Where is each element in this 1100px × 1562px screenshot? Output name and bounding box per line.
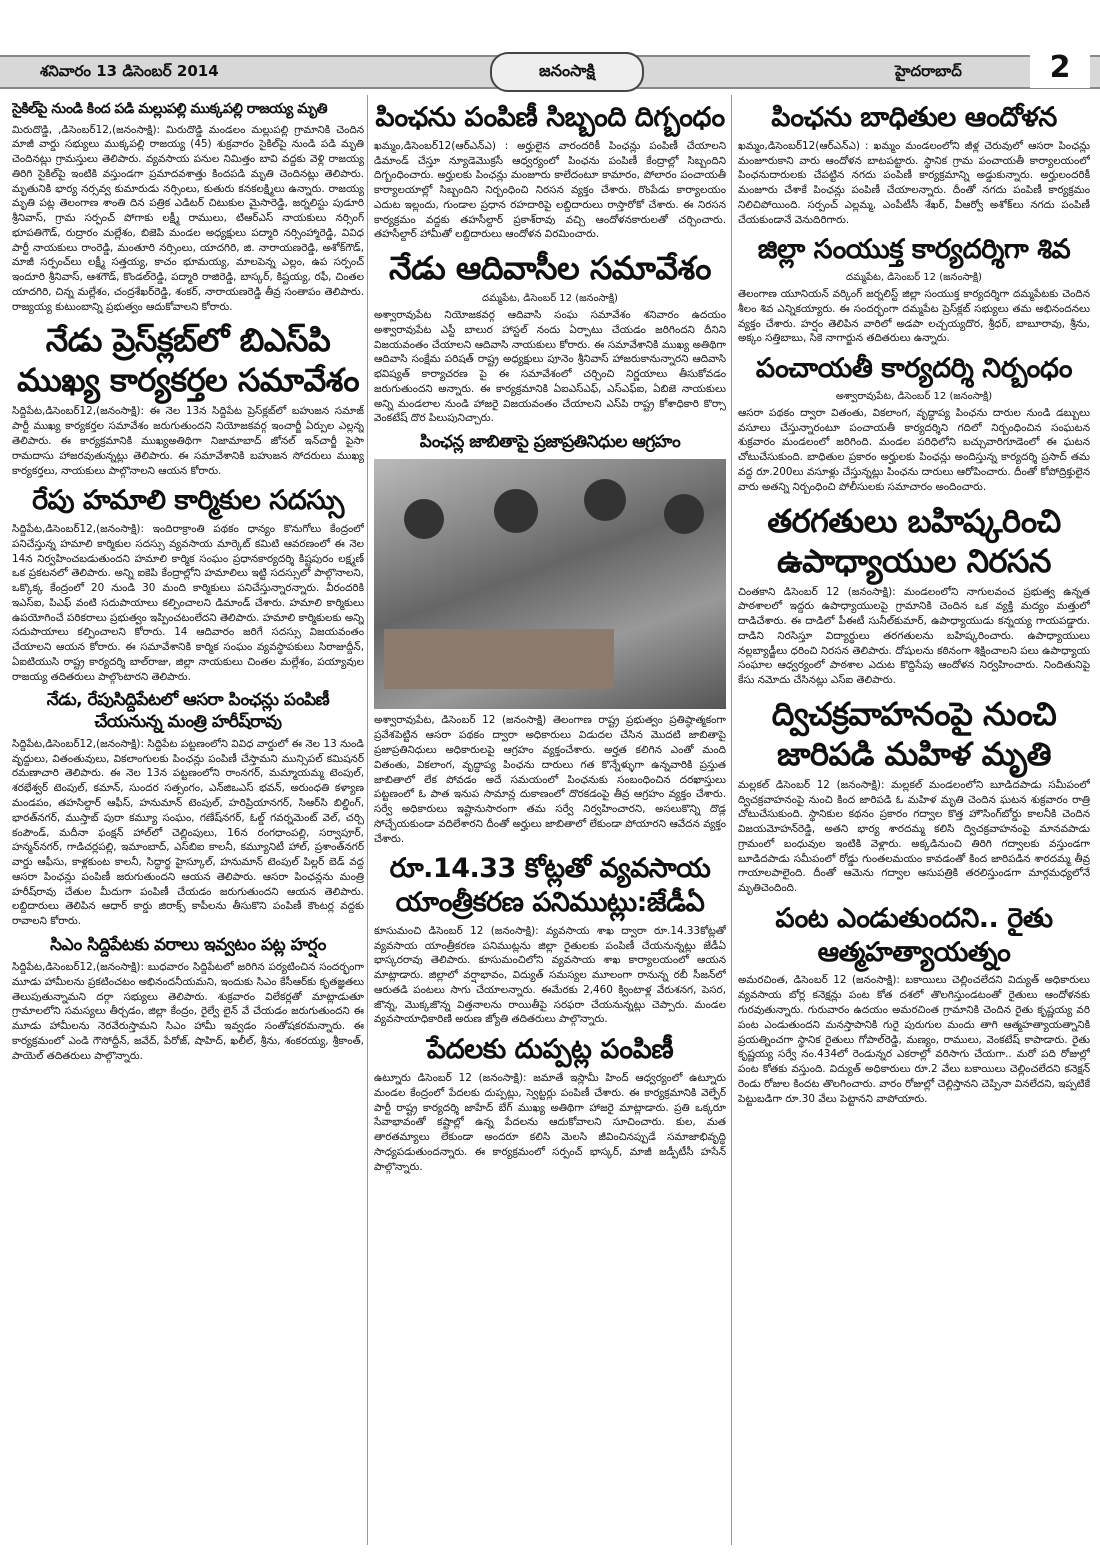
dateline: అశ్వారావుపేట, డిసెంబర్ 12 (జనంసాక్షి)	[835, 390, 993, 402]
newspaper-logo: జనంసాక్షి	[490, 52, 644, 92]
photo-figure	[494, 489, 538, 533]
article-body: సిద్దిపేట,డిసెంబర్12,(జనంసాక్షి): ఈ నెల 13న సిద్దిపేట ప్రెస్‌క్లబ్‌లో బహుజన సమాజ్ పార్టీ ముఖ్య కార్యకర్తల సమావేశం జరుగుతుందని నియోజకవర్గ ఇంచార్జీ ఏర్పుల ఎల్లన్న తెలిపారు. ఈ కార్యక్రమానికి ముఖ్యఅతిథిగా నిజామాబాద్ జోనల్ ఇన్‌చార్జీ పైసా రామదాసు హాజరవుతున్నట్లు తెలిపారు. ఈ సమావేశానికి బహుజన సోదరులు ముఖ్య కార్యకర్తలు, నాయకులు పాల్గొనాలని ఆయన కోరారు.	[12, 405, 364, 477]
photo-table	[384, 629, 614, 689]
article-body: ఖమ్మం,డిసెంబర్12(ఆర్‌ఎన్‌ఎ) : ఖమ్మం మండలంలోని జీళ్ల చెరువులో ఆసరా పింఛన్లు మంజూరుకాని వారు ఆందోళన బాటపట్టారు. స్థానిక గ్రామ పంచాయతీ కార్యాలయంలో పింఛనుదారులకు చేపట్టిన నగదు పంపిణీ కార్యక్రమాన్ని అడ్డుకున్నారు. అర్హులందరికీ మంజూరు చేశాకే పింఛన్లు పంపిణీ చేయాలన్నారు. దీంతో నగదు పంపిణీ కార్యక్రమం నిలిచిపోయింది. సర్పంచ్ ఎల్లమ్మ, ఎంపీటీసీ శేఖర్, వీఆర్వో అశోక్‌లు నగదు పంపిణీ చేయకుండానే వెనుదిరిగారు.	[738, 139, 1090, 226]
dateline: దమ్మపేట, డిసెంబర్ 12 (జనంసాక్షి)	[482, 293, 618, 305]
column-center	[374, 95, 726, 1550]
masthead	[0, 0, 1100, 92]
article-body: తెలంగాణ యూనియన్ వర్కింగ్ జర్నలిస్ట్ జిల్లా సంయుక్త కార్యదర్శిగా దమ్మపేటకు చెందిన శీలం శివ ఎన్నికయ్యారు. ఈ సందర్భంగా దమ్మపేట ప్రెస్‌క్లబ్ సభ్యులు తమ అభినందనలు వ్యక్తం చేశారు. హర్షం తెలిపిన వారిలో అడపా లచ్చయ్యదొర, శ్రీధర్, బాబూరావు, శ్రీను, అక్కం సత్తిబాబు, సికె నాగార్జున తదితరులు ఉన్నారు.	[738, 288, 1090, 345]
photo-figure	[584, 479, 626, 521]
headline: రూ.14.33 కోట్లతో వ్యవసాయ యాంత్రీకరణ పనిముట్లు:జేడీఏ	[389, 853, 711, 919]
article-body: మల్లకల్ డిసెంబర్ 12 (జనంసాక్షి): మల్లకల్ మండలంలోని బూడిదపాడు సమీపంలో ద్విచక్రవాహనంపై నుంచి కింద జారిపడి ఓ మహిళ మృతి చెందిన ఘటన శుక్రవారం రాత్రి చోటుచేసుకుంది. స్థానికుల కథనం ప్రకారం గద్వాల కొత్త హౌసింగ్‌బోర్డు కాలనీకి చెందిన విజయమోహన్‌రెడ్డి, అతని భార్య శారదమ్మ కలిసి ద్విచక్రవాహనంపై మానవపాడు గ్రామంలో బంధువుల ఇంటికి వెళ్లారు. అక్కడినుంచి తిరిగి గద్వాలకు వస్తుండగా బూడిదపాడు సమీపంలో రోడ్డు గుంతలమయం కావడంతో కింద జారిపడిన శారదమ్మ తీవ్ర గాయాలపాలైంది. దీంతో ఆమెను గద్వాల ఆసుపత్రికి తరలిస్తుండగా మార్గమధ్యలోనే మృతిచెందింది.	[738, 778, 1090, 895]
headline: నేడు ప్రెస్‌క్లబ్‌లో బిఎస్‌పి ముఖ్య కార్యకర్తల సమావేశం	[16, 321, 360, 400]
article-body: ఆసరా పథకం ద్వారా వితంతు, వికలాంగ, వృద్ధాప్య పింఛను దారుల నుండి డబ్బులు వసూలు చేస్తున్నారంటూ పంచాయతీ కార్యదర్శిని గదిలో నిర్బంధించిన సంఘటన శుక్రవారం మండలంలో జరిగింది. మండల పరిధిలోని బచ్చువారిగూడెంలో ఈ ఘటన చోటుచేసుకుంది. బాధితుల ప్రకారం అర్హులకు పింఛన్లు అందిస్తున్న కార్యదర్శి ప్రసాద్ తమ వద్ద రూ.200లు వసూళ్లు చేస్తున్నట్లు పింఛను దారులు ఆరోపించారు. దీంతో కోపోద్రిక్తులైన వారు అతన్ని నిర్బంధించి పోలీసులకు సమాచారం అందించారు.	[738, 406, 1090, 493]
article-body: చింతకాని డిసెంబర్ 12 (జనంసాక్షి): మండలంలోని నాగులవంచ ప్రభుత్వ ఉన్నత పాఠశాలలో ఇద్దరు ఉపాధ్యాయులపై గ్రామానికి చెందిన ఒక వ్యక్తి మద్యం మత్తులో దాడిచేశారు. ఈ దాడిలో పీఈటీ సునీల్‌కుమార్, ఉపాధ్యాయుడు కన్నయ్య గాయపడ్డారు. దాడిని నిరసిస్తూ విద్యార్థులు తరగతులను బహిష్కరించారు. ఉపాధ్యాయులు నల్లబ్యాడ్జీలు ధరించి నిరసన తెలిపారు. దోషులను కఠినంగా శిక్షించాలని పలు ఉపాధ్యాయ సంఘాల ఆధ్వర్యంలో పాఠశాల ఎదుట కొద్దిసేపు ఆందోళన నిర్వహించారు. నిందితునిపై కేసు నమోదు చేసినట్లు ఎస్‌ఐ తెలిపారు.	[738, 585, 1090, 687]
dateline: దమ్మపేట, డిసెంబర్ 12 (జనంసాక్షి)	[846, 272, 982, 284]
headline: రేపు హమాలి కార్మికుల సదస్సు	[32, 485, 344, 517]
headline: ద్విచక్రవాహనంపై నుంచి జారిపడి మహిళ మృతి	[771, 694, 1057, 773]
article-body: అశ్వారావుపేట నియోజకవర్గ ఆదివాసి సంఘ సమావేశం శనివారం ఉదయం అశ్వారావుపేట ఎస్టీ బాలుర హాస్టల్ నందు ఏర్పాటు చేయడం జరిగిందని దీనిని విజయవంతం చేయాలని ఆదివాసి నాయకులు కోరారు. ఈ సమావేశానికి ముఖ్య అతిథిగా ఆదివాసి సంక్షేమ పరిషత్ రాష్ట్ర అధ్యక్షులు పూనెం శ్రీనివాస్ హాజరుకానున్నారని ఆదివాసి భవిష్యత్ కార్యాచరణ పై ఈ సమావేశంలో చర్చించి నిర్ణయాలు తీసుకోవడం జరుగుతుందని అన్నారు. ఈ కార్యక్రమానికి ఏఐఎస్‌ఎఫ్, ఎస్‌ఎఫ్‌ఐ, ఏబిజె నాయకులు అన్ని మండలాల నుండి హాజరై విజయవంతం చేయాలని ఎస్‌పి రాష్ట్ర కోశాధికారి కొర్సా వెంకటేష్ దొర పిలుపునిచ్చారు.	[374, 309, 726, 425]
article-body: అమరచింత, డిసెంబర్ 12 (జనంసాక్షి): బకాయిలు చెల్లించలేదని విద్యుత్ అధికారులు వ్యవసాయ బోర్ల కనెక్షన్లు పంట కోత దశలో తొలగిస్తుండటంతో రైతులు ఆందోళనకు గురవుతున్నారు. గురువారం ఉదయం అమరచింత గ్రామానికి చెందిన రైతు కృష్ణయ్య వరి పంట ఎండుతుందని మనస్తాపానికి గురై పురుగుల మందు తాగి ఆత్మహత్యాయత్నానికి ప్రయత్నించగా స్థానిక రైతులు గోపాల్‌రెడ్డి, మణ్యం, రాములు, వెంకటేష్ కాపాడారు. రైతు కృష్ణయ్య సర్వే నం.434లో రెండున్నర ఎకరాల్లో వరిసాగు చేయగా.. మరో పది రోజుల్లో పంట కోతకు వస్తుంది. విద్యుత్ అధికారులు రూ.2 వేలు బకాయిలు చెల్లించలేదని కనెక్షన్ రెండు రోజుల కిందట తొలగించారు. వారం రోజుల్లో చెల్లిస్తానని చెప్పినా వినలేదని, ఇప్పటికే పెట్టుబడిగా రూ.30 వేలు పెట్టానని వాపోయారు.	[738, 974, 1090, 1105]
headline: పంచాయతీ కార్యదర్శి నిర్బంధం	[755, 353, 1073, 385]
issue-date: శనివారం 13 డిసెంబర్ 2014	[40, 62, 219, 80]
headline: పింఛను పంపిణీ సిబ్బంది దిగ్బంధం	[375, 102, 725, 133]
headline: నేడు ఆదివాసీల సమావేశం	[389, 249, 711, 288]
headline: పింఛను బాధితుల ఆందోళన	[771, 102, 1057, 133]
edition-city: హైదరాబాద్	[895, 62, 962, 80]
article-body: ఉట్నూరు డిసెంబర్ 12 (జనంసాక్షి): జమాతే ఇస్లామీ హింద్ ఆధ్వర్యంలో ఉట్నూరు మండల కేంద్రంలో పేదలకు దుప్పట్లు, స్వెట్టర్లు పంపిణీ చేశారు. ఈ కార్యక్రమానికి వెల్ఫేర్ పార్టీ రాష్ట్ర కార్యదర్శి జాహేద్ బేగ్ ముఖ్య అతిథిగా హాజరై మాట్లాడారు. ప్రతి ఒక్కరూ సేవాభావంతో కష్టాల్లో ఉన్న పేదలను ఆదుకోవాలని సూచించారు. కుల, మత తారతమ్యాలు లేకుండా అందరూ కలిసి మెలసి జీవించినప్పుడే సమాజాభివృద్ధి సాధ్యపడుతుందన్నారు. ఈ కార్యక్రమంలో సర్పంచ్ భాస్కర్, మాజీ జడ్పీటీసీ హసేన్ పాల్గొన్నారు.	[374, 1071, 726, 1173]
article-body: సిద్దిపేట,డిసెంబర్12,(జనంసాక్షి): ఇందిరాక్రాంతి పథకం ధాన్యం కొనుగోలు కేంద్రంలో పనిచేస్తున్న హమాలి కార్మికుల సదస్సు వ్యవసాయ మార్కెట్ కమిటి ఆవరణంలో ఈ నెల 14న నిర్వహించబడుతుందని హమాలి కార్మిక సంఘం ప్రధానకార్యదర్శి కిష్టపురం లక్ష్మణ్ ఒక ప్రకటనలో తెలిపారు. అన్ని ఐకెపి కేంద్రాల్లోని హమాలిలు ఇట్టి సదస్సులో పాల్గొనాలని, ఒక్కొక్క కేంద్రంలో 20 నుండి 30 మంది కార్మికులు పనిచేస్తున్నారన్నారు. వీరందరికి ఇఎస్‌ఐ, పిఎఫ్ వంటి సదుపాయాలు కల్పించాలని డిమాండ్ చేశారు. హమాలి కార్మికులు ఉపయోగించే పరికరాలు ప్రభుత్వం ఇప్పించటంలేదని తెలిపారు. హమాలి కార్మికులకు అన్ని సదుపాయాలు కల్పించాలని కోరారు. 14 ఆదివారం జరిగే సదస్సు విజయవంతం చేయాలని ఆయన కోరారు. ఈ సమావేశానికి కార్మిక సంఘం వ్యవస్థాపకులు సిరాజుద్దీన్, ఏఐటియుసి రాష్ట్ర కార్యదర్శి బాల్‌రాజు, జిల్లా నాయకులు చింతల మల్లేశం, పయ్యావుల రాజయ్య తదితరులు పాల్గొంటారని తెలిపారు.	[12, 523, 364, 683]
headline: పింఛన్ల జాబితాపై ప్రజాప్రతినిధుల ఆగ్రహం	[419, 432, 681, 453]
article-body: సిద్దిపేట,డిసెంబర్12,(జనంసాక్షి): బుధవారం సిద్దిపేటలో జరిగిన పర్యటించిన సందర్భంగా మూడు హామీలను ప్రకటించటం అభినందనీయమని, ఇందుకు సిఎం కేసీఆర్‌కు కృతజ్ఞతలు తెలుపుతున్నామని దర్గా సభ్యులు తెలిపారు. శుక్రవారం విలేకర్లతో మాట్లాడుతూ గ్రామాలలోని సమస్యలు తీర్చడం, జిల్లా కేంద్రం, రైల్వే లైన్ వే చేయడం జరుగుతుందని ఈ మూడు హామీలను నెరవేరుస్తామని సిఎం హామీ ఇవ్వడం సంతోషకరమన్నారు. ఈ కార్యక్రమంలో ఎండి గౌసోద్దీన్, జవేద్, పేరోజ్, షాహిద్, ఖలీల్, శ్రీను, శంకరయ్య, శ్రీకాంత్, పాయెల్ తదితరులు పాల్గొన్నారు.	[12, 961, 364, 1062]
column-divider	[367, 95, 368, 1545]
page-number: 2	[1030, 48, 1090, 88]
headline: సిఎం సిద్దిపేటకు వరాలు ఇవ్వటం పట్ల హర్షం	[50, 934, 326, 955]
headline: పంట ఎండుతుందని.. రైతు ఆత్మహత్యాయత్నం	[775, 902, 1053, 968]
news-photo	[374, 459, 726, 709]
column-left	[12, 95, 364, 1550]
column-divider	[731, 95, 732, 1545]
article-body: మిరుదొడ్డి, ,డిసెంబర్12,(జనంసాక్షి): మిరుదొడ్డి మండలం మల్లుపల్లి గ్రామానికి చెందిన మాజీ వార్డు సభ్యులు ముక్కపల్లి రాజయ్య (45) శుక్రవారం సైకిల్‌పై నుండి పడి మృతి చెందినట్లు గ్రామస్తులు తెలిపారు. వ్యవసాయ పనుల నిమిత్తం బావి వద్దకు వెళ్లి రాజయ్య తిరిగి సైకిల్‌పై ఇంటికి వస్తుండగా ప్రమాదవశాత్తు కిందపడి మృతి చెందినట్లు తెలిపారు. మృతునికి భార్య నర్సవ్వ కుమారుడు నర్సింలు, కుతురు కనకలక్ష్మిలు ఉన్నారు. రాజయ్య మృతి పట్ల తెలంగాణ శాంతి దిన పత్రిక ఎడిటర్ చిటుకుల మైసారెడ్డి, జర్నలిస్టు పుడూరి శ్రీనివాస్, గ్రామ సర్పంచ్ పోగాకు లక్ష్మీ రాములు, టిఆర్‌ఎస్ నాయకులు నర్సింగ్ భూపతిగౌడ్, రుద్రారం మల్లేశం, బిజెపి మండల అధ్యక్షులు పద్మారి నర్సింహ్మారెడ్డి, వివిధ పార్టీ నాయకులు రాంరెడ్డి, మంతూరి నర్సింలు, యాదగిరి, జి. నారాయణరెడ్డి, అశోక్‌గౌడ్, మాజీ సర్పంచ్‌లు లక్ష్మీ సత్తయ్య, కాచం భూమయ్య, మాలపెన్న ఎల్లం, ఉప సర్పంచ్ ఇందూరి శ్రీనివాస్, ఆశగౌడ్, కొండల్‌రెడ్డి, పద్మారి రాజిరెడ్డి, బాస్కర్, కిష్టయ్య, రఫీ, చింతల యాదగిరి, చిన్న మల్లేశం, చంద్రశేఖర్‌రెడ్డి, శంకర్, నారాయణరెడ్డి తీవ్ర సంతాపం తెలిపారు. రాజ్యయ్య కుటుంబాన్ని ప్రభుత్వం ఆదుకోవాలని కోరారు.	[12, 123, 364, 313]
photo-figure	[404, 499, 444, 539]
photo-figure	[664, 494, 704, 534]
headline: పేదలకు దుప్పట్ల పంపిణీ	[426, 1034, 674, 1066]
headline: నేడు, రేపుసిద్దిపేటలో ఆసరా పింఛన్లు పంపిణీ చేయనున్న మంత్రి హరీష్‌రావు	[46, 690, 330, 732]
headline: సైకిల్‌పై నుండి కింద పడి మల్లుపల్లి ముక్కపల్లి రాజయ్య మృతి	[12, 101, 328, 117]
article-body: ఖమ్మం,డిసెంబర్12(ఆర్‌ఎన్‌ఎ) : అర్హులైన వారందరికీ పింఛన్లు పంపిణీ చేయాలని డిమాండ్ చేస్తూ న్యూడెమొక్రసీ ఆధ్వర్యంలో పింఛను పంపిణీ కేంద్రాల్లో సిబ్బందిని దిగ్బంధించారు. అర్హులకు పింఛన్లు మంజూరు కాలేదంటూ కామారం, పోలారం పంచాయతీ కార్యాలయాల్లో సిబ్బందిని నిర్బంధించి నిరసన వ్యక్తం చేశారు. రొంపేడు కార్యాలయం ఎదుట ఇల్లందు, గుండాల ప్రధాన రహదారిపై లబ్దిదారులు రాస్తారోకో చేశారు. ఈ నిరసన కార్యక్రమం వద్దకు తహసీల్దార్ ప్రకాశ్‌రావు వచ్చి ఆందోళనకారులతో చర్చించారు. తహసీల్దార్ హామీతో లబ్దిదారులు ఆందోళన విరమించారు.	[374, 139, 726, 241]
headline: జిల్లా సంయుక్త కార్యదర్శిగా శివ	[757, 234, 1071, 266]
article-body: సిద్దిపేట,డిసెంబర్12,(జనంసాక్షి): సిద్దిపేట పట్టణంలోని వివిధ వార్డులో ఈ నెల 13 నుండి వృద్దులు, వితంతువులు, వికలాంగులకు పింఛన్లు పంపిణీ చేస్తామని మున్సిపల్ కమిషనర్ రమణాచారి తెలిపారు. ఈ నెల 13న పట్టణంలోని రాంనగర్, మమ్మాయమ్మ టెంపుల్, శరభేశ్వర్ టెంపుల్, కమాన్, సుందర సత్సంగం, ఎన్‌జిఒఎస్ భవన్, అరుంధతి కళ్యాణ మండపం, తహసిల్దార్ ఆఫీస్, హనుమాన్ టెంపుల్, హరిప్రియానగర్, సిఆర్‌సి బిల్డింగ్, భారత్‌నగర్, ముస్తాబ్ పురా కమ్యూ సంఘం, గణేష్‌నగర్, ఓల్డ్ గవర్నమెంట్ వెల్, చర్చి కంపౌండ్, మదీనా ఫంక్షన్ హాల్‌లో చెల్లింపులు, 16న రంగధాంపల్లి, సర్వాపూర్, హన్మన్‌నగర్, గాడిచర్లపల్లి, ఇమాంబాద్, ఎస్‌బిఐ కాలనీ, కమ్యూనిటీ హాల్, ప్రశాంత్‌నగర్ వార్డు ఆఫీసు, కాళ్లకుంట కాలనీ, సిద్ధార్థ హైస్కూల్, హనుమాన్ టెంపుల్ పిల్లర్ బెడ్ వద్ద ఆసరా పింఛన్లు పంపిణీ జరుగుతుందని ఆయన తెలిపారు. ఆసరా పింఛన్లను మంత్రి హరీష్‌రావు చేతుల మీదుగా పంపిణీ చేయడం జరుగుతుందని ఆయన తెలిపారు. లబ్దిదారులు తెలిపిన ఆధార్ కార్డు జిరాక్స్ కాపీలను తీసుకొని పంపిణీ కౌంటర్ల వద్దకు రావాలని కోరారు.	[12, 737, 364, 928]
article-body: అశ్వారావుపేట, డిసెంబర్ 12 (జనంసాక్షి) తెలంగాణ రాష్ట్ర ప్రభుత్వం ప్రతిష్ఠాత్మకంగా ప్రవేశపెట్టిన ఆసరా పథకం ద్వారా అధికారులు విడుదల చేసిన మొదటి జాబితాపై ప్రజాప్రతినిధులు అధికారులపై ఆగ్రహం వ్యక్తంచేశారు. అర్హత కలిగిన ఎంతో మంది వితంతు, వికలాంగ, వృద్ధాప్య పింఛను దారులు గత కొన్నేళ్ళుగా ఉన్నవారికి ప్రస్తుత జాబితాలో లేక పోవడం అదే సమయంలో పింఛనుకు సంబంధించిన దరఖాస్తులు పట్టణంలో ఓ పాత ఇనుప సామాన్ల దుకాణంలో దొరకడంపై తీవ్ర ఆగ్రహం వ్యక్తం చేశారు. సర్వే అధికారులు ఇష్టానుసారంగా తమ సర్వే నిర్వహించారని, అసలుకొన్ని దొడ్ల సోచ్చేయకుండా వదిలేశారని దీంతో అర్హులు జాబితాలో లేకుండా పోయారని ఆవేదన వ్యక్తం చేశారు.	[374, 714, 726, 845]
headline: తరగతులు బహిష్కరించి ఉపాధ్యాయుల నిరసన	[767, 501, 1061, 580]
article-body: కూసుమంచి డిసెంబర్ 12 (జనంసాక్షి): వ్యవసాయ శాఖ ద్వారా రూ.14.33కోట్లతో వ్యవసాయ యాంత్రీకరణ పనిముట్లను జిల్లా రైతులకు పంపిణీ చేయనున్నట్లు జేడీఏ భాస్కరరావు తెలిపారు. కూసుమంచిలోని వ్యవసాయ శాఖ కార్యాలయంలో ఆయన మాట్లాడారు. జిల్లాలో వర్షాభావం, విద్యుత్ సమస్యల మూలంగా రానున్న రబీ సీజన్‌లో ఆరుతడి పంటలు సాగు చేయాలన్నారు. ఈమేరకు 2,460 క్వింటాళ్ల వేరుశనగ, పెసర, జొన్న, మొక్కజొన్న విత్తనాలను రాయితీపై సరఫరా చేయనున్నట్లు చెప్పారు. మండల వ్యవసాయాధికారిణి అరుణ జ్యోతి తదితరులు పాల్గొన్నారు.	[374, 924, 726, 1026]
column-right	[738, 95, 1090, 1550]
